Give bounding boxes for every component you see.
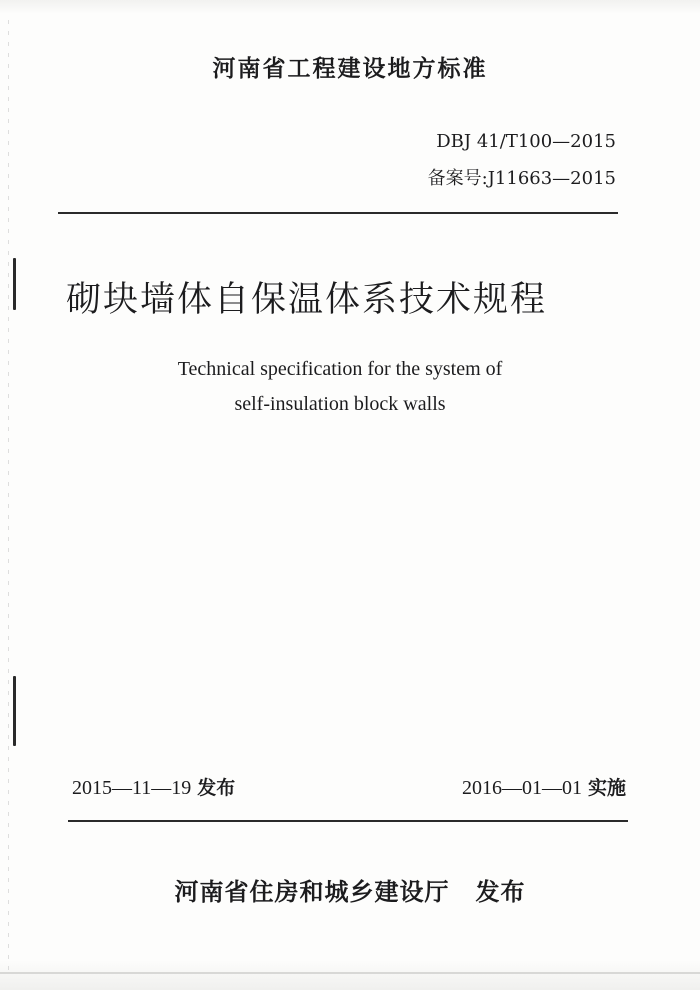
document-title-english-line2: self-insulation block walls	[234, 393, 446, 415]
record-number: 备案号:J11663—2015	[427, 168, 616, 189]
issue-label: 发布	[197, 777, 236, 799]
issue-date-block	[72, 773, 235, 800]
bottom-divider	[68, 820, 628, 822]
issuer-name: 河南省住房和城乡建设厅	[174, 878, 450, 906]
standard-series-heading: 河南省工程建设地方标准	[212, 56, 488, 82]
implement-date: 2016—01—01	[461, 777, 582, 799]
scan-binding-mark	[13, 676, 16, 746]
issue-date: 2015—11—19	[72, 777, 192, 799]
document-title-chinese: 砌块墙体自保温体系技术规程	[66, 280, 548, 320]
implement-date-block	[462, 773, 626, 800]
scan-edge	[8, 20, 9, 970]
scan-binding-mark	[13, 258, 16, 310]
scan-bottom-edge	[0, 972, 700, 974]
top-divider	[58, 212, 618, 214]
implement-label: 实施	[587, 777, 626, 799]
standard-number: DBJ 41/T100—2015	[436, 131, 616, 152]
issuer-action: 发布	[475, 878, 526, 906]
document-title-english-line1: Technical specification for the system of	[177, 358, 503, 380]
issuing-authority	[0, 872, 700, 907]
